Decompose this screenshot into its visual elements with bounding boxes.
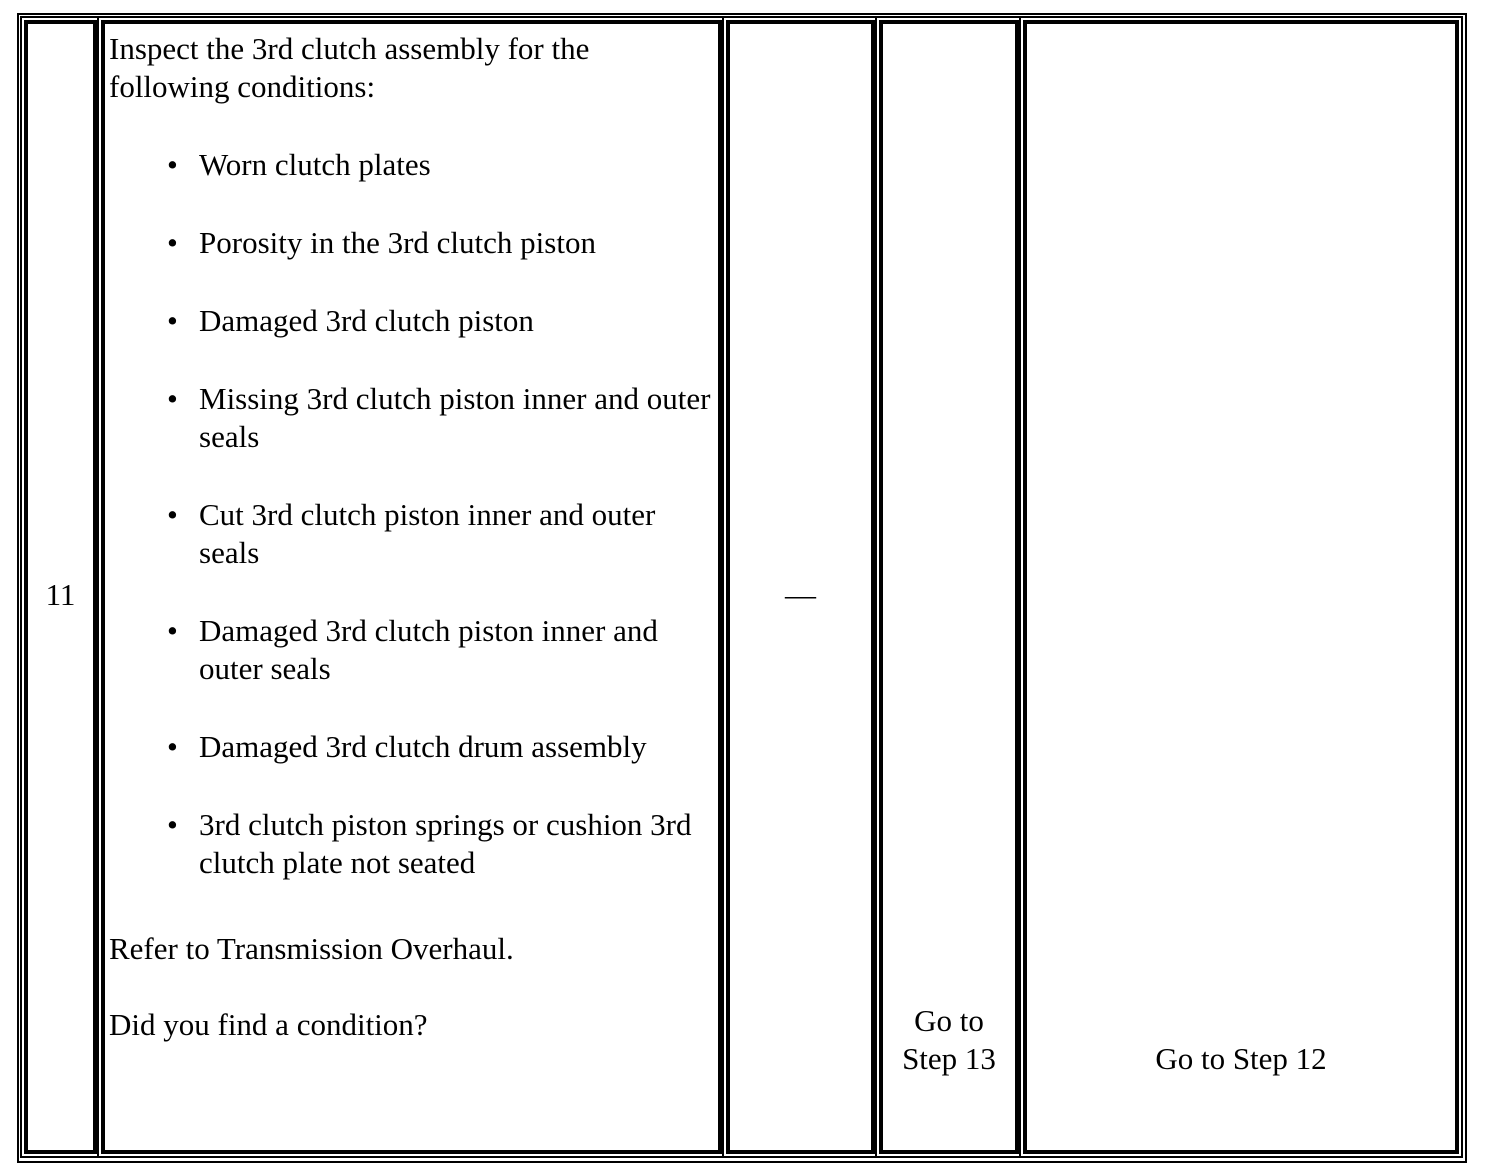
question-text: Did you find a condition? bbox=[109, 1007, 428, 1042]
no-goto: Go to Step 12 bbox=[1155, 1041, 1327, 1076]
value-cell bbox=[726, 20, 875, 1154]
bullet-icon: • bbox=[167, 147, 178, 182]
condition-text: Damaged 3rd clutch piston inner and outer seals bbox=[199, 613, 658, 686]
yes-goto-line2: Step 13 bbox=[902, 1041, 996, 1076]
condition-item bbox=[109, 302, 712, 340]
bullet-icon: • bbox=[167, 303, 178, 338]
conditions-list bbox=[109, 146, 712, 882]
condition-text: Missing 3rd clutch piston inner and outer seals bbox=[199, 381, 711, 454]
yes-goto-line1: Go to bbox=[914, 1003, 984, 1038]
condition-text: Cut 3rd clutch piston inner and outer seals bbox=[199, 497, 656, 570]
no-cell bbox=[1023, 20, 1459, 1154]
bullet-icon: • bbox=[167, 497, 178, 532]
condition-text: 3rd clutch piston springs or cushion 3rd clutch plate not seated bbox=[199, 807, 692, 880]
condition-text: Worn clutch plates bbox=[199, 147, 431, 182]
step-number: 11 bbox=[45, 577, 76, 612]
bullet-icon: • bbox=[167, 225, 178, 260]
action-intro: Inspect the 3rd clutch assembly for the following conditions: bbox=[109, 31, 590, 104]
yes-cell bbox=[879, 20, 1019, 1154]
yes-goto bbox=[883, 1002, 1015, 1078]
condition-item bbox=[109, 496, 712, 572]
refer-text: Refer to Transmission Overhaul. bbox=[109, 931, 514, 966]
bullet-icon: • bbox=[167, 807, 178, 842]
condition-item bbox=[109, 806, 712, 882]
bullet-icon: • bbox=[167, 613, 178, 648]
condition-text: Damaged 3rd clutch piston bbox=[199, 303, 534, 338]
condition-item bbox=[109, 612, 712, 688]
bullet-icon: • bbox=[167, 381, 178, 416]
condition-item bbox=[109, 380, 712, 456]
bullet-icon: • bbox=[167, 729, 178, 764]
condition-item bbox=[109, 224, 712, 262]
condition-text: Damaged 3rd clutch drum assembly bbox=[199, 729, 647, 764]
step-cell bbox=[24, 20, 97, 1154]
condition-item bbox=[109, 146, 712, 184]
condition-item bbox=[109, 728, 712, 766]
value-dash: — bbox=[785, 577, 816, 612]
action-cell bbox=[101, 20, 722, 1154]
condition-text: Porosity in the 3rd clutch piston bbox=[199, 225, 596, 260]
